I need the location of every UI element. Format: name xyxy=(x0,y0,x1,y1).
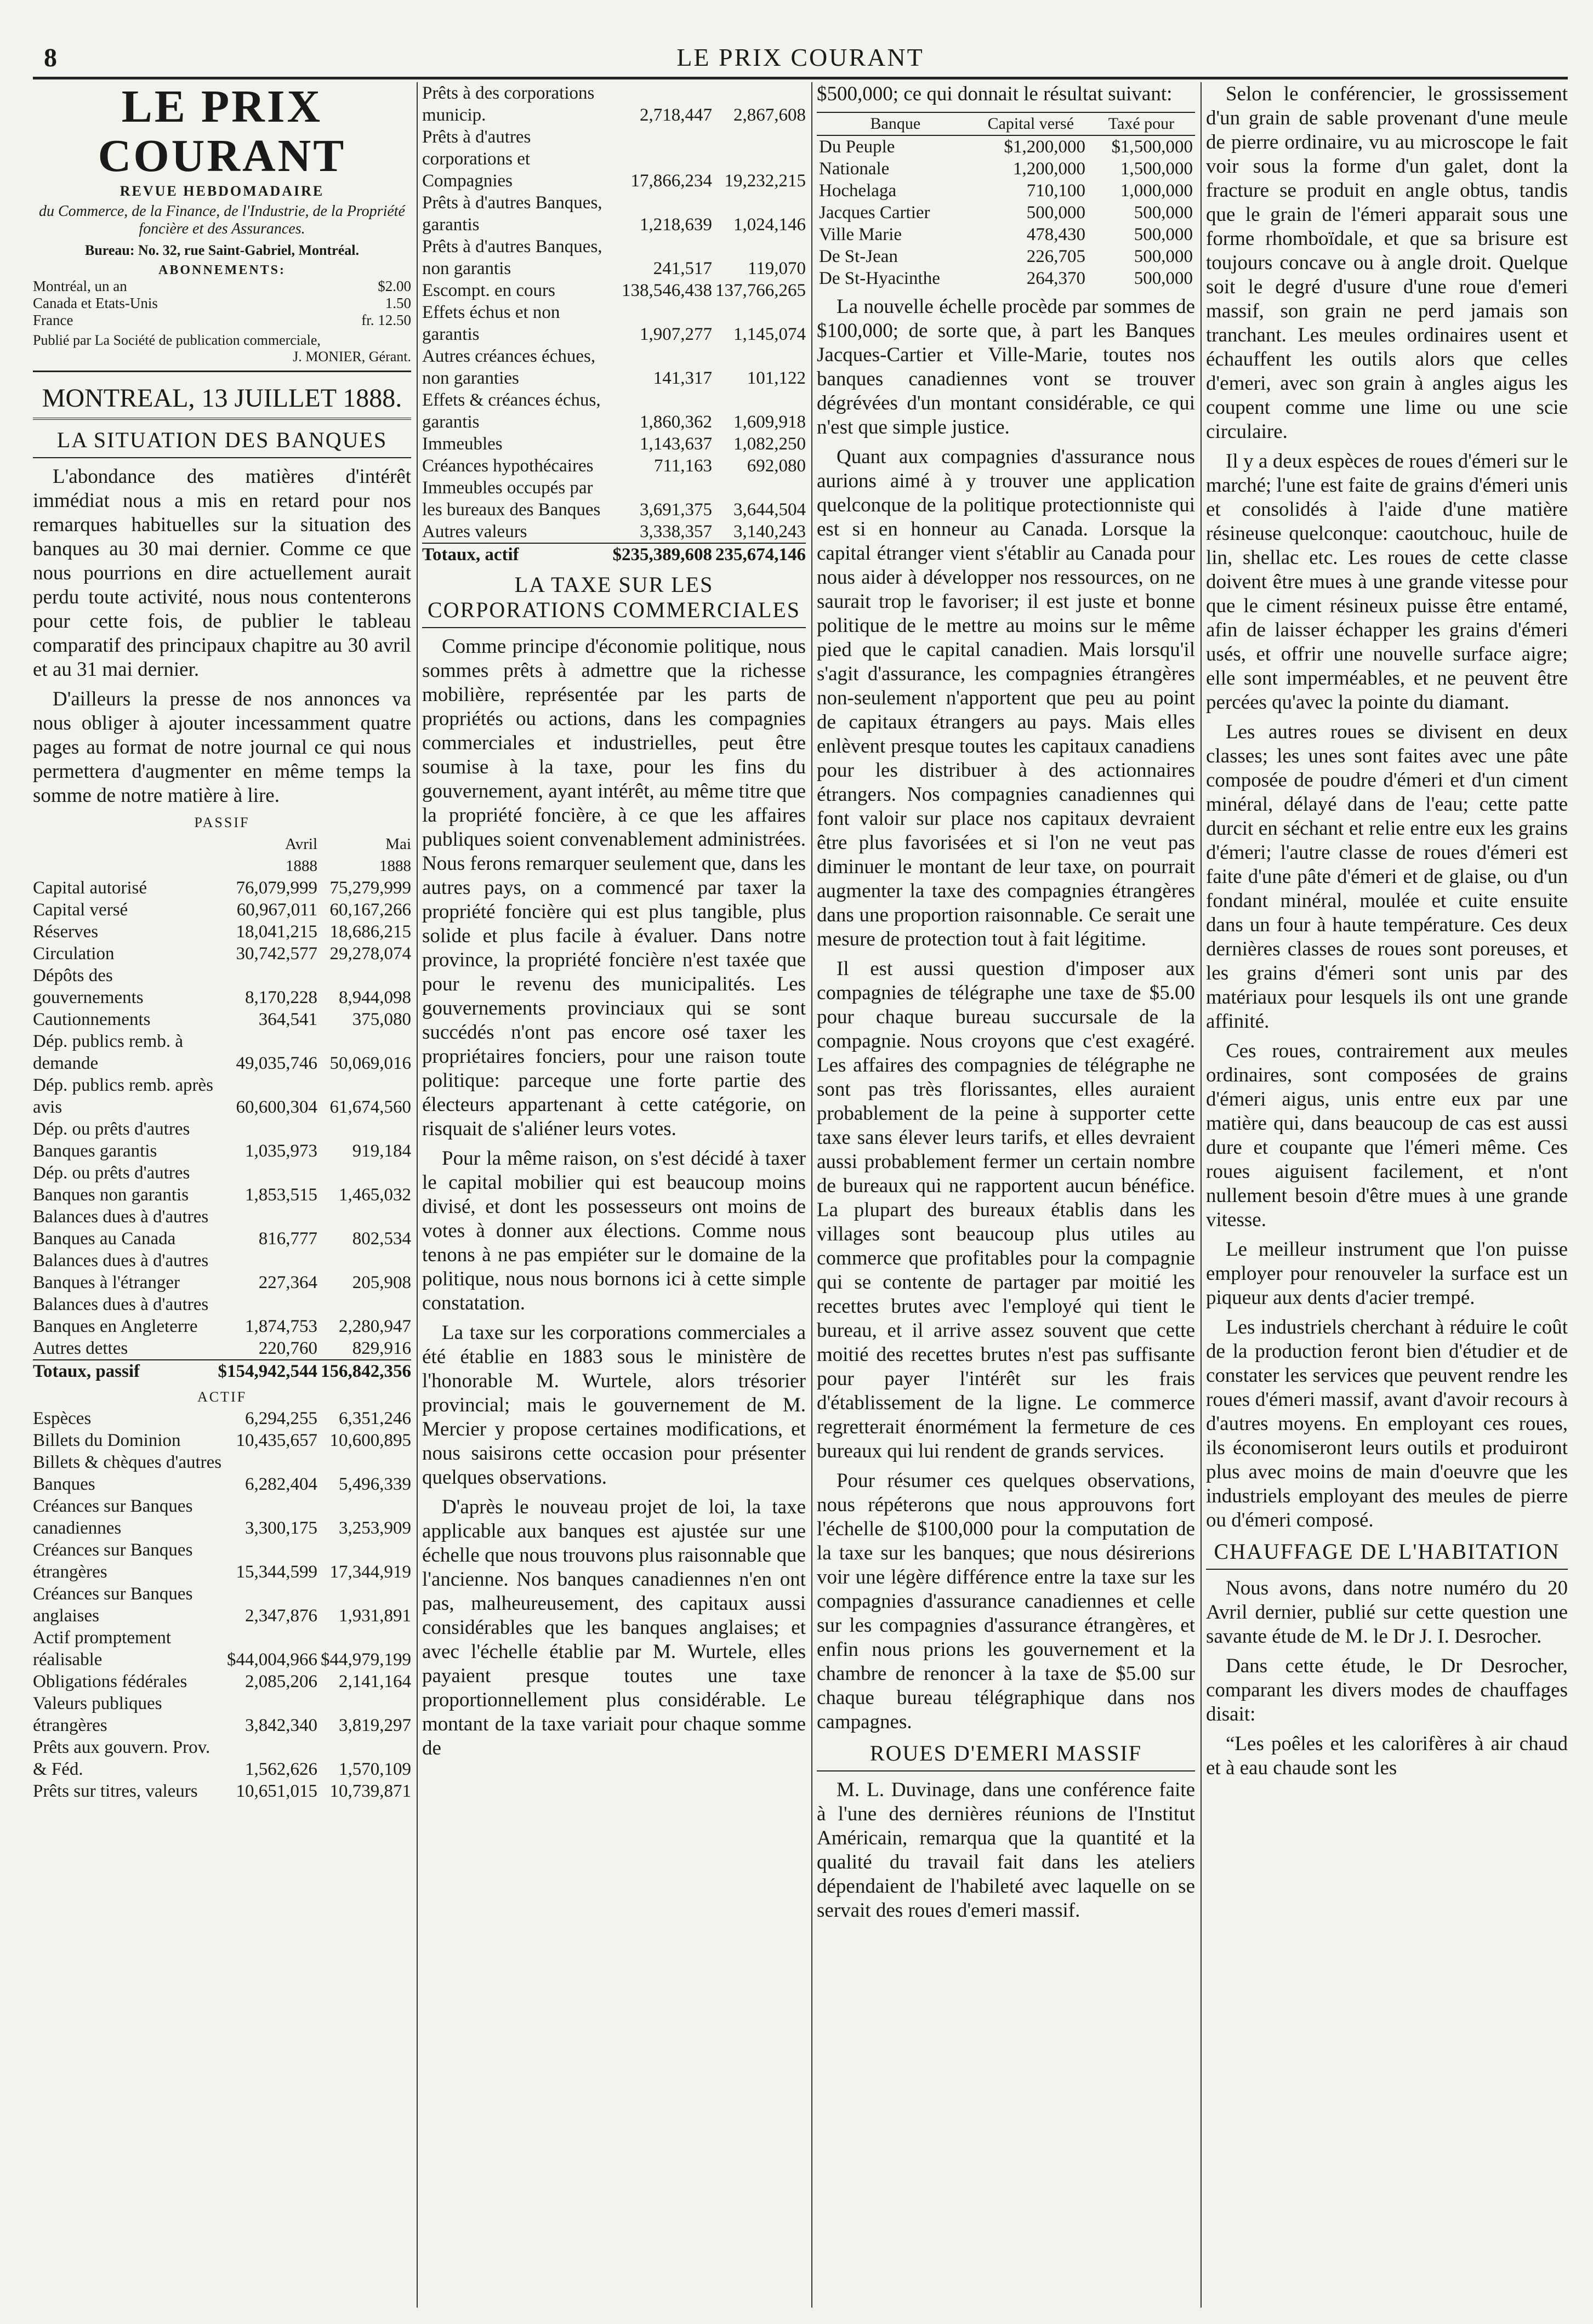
column-2 xyxy=(422,82,806,2308)
table-row xyxy=(33,1583,411,1627)
article-paragraph: D'ailleurs la presse de nos annonces va nous obliger à ajouter incessamment quatre pages au format de notre journal ce qui nous permettera d'augmenter en même temps la somme de notre matière à lire. xyxy=(33,688,411,807)
row-label: Capital versé xyxy=(33,900,128,920)
row-label: Autres dettes xyxy=(33,1338,128,1358)
table-row xyxy=(33,1250,411,1294)
table-row xyxy=(33,1408,411,1429)
article-paragraph: Pour résumer ces quelques observations, nous répéterons que nous approuvons fort l'échelle de $100,000 pour la computation de la taxe sur les banques; que nous désirerions voir une légère différence entre la taxe sur les compagnies d'assurance canadiennes et celle sur les compagnies d'assurance étrangères, et enfin nous prions les gouvernement et la chambre de renoncer à la taxe de $5.00 sur chaque bureau télégraphique dans nos campagnes. xyxy=(817,1469,1195,1733)
row-label: Balances dues à d'autres Banques à l'étranger xyxy=(33,1251,209,1292)
row-label: Dépôts des gouvernements xyxy=(33,966,144,1007)
row-value: 141,317 xyxy=(653,368,712,388)
table-row xyxy=(422,433,806,455)
table-row xyxy=(33,1009,411,1030)
row-value: 60,967,011 xyxy=(236,900,317,920)
bank-value: $1,500,000 xyxy=(1111,137,1193,157)
row-value: 5,496,339 xyxy=(339,1474,411,1494)
row-label: Prêts à d'autres corporations et Compagnies xyxy=(422,127,531,191)
bank-value: 264,370 xyxy=(1026,269,1085,288)
column-rule xyxy=(417,82,418,2308)
row-label: Créances sur Banques canadiennes xyxy=(33,1496,193,1538)
row-label: Immeubles xyxy=(422,434,503,454)
bank-value: 1,500,000 xyxy=(1120,159,1193,179)
row-value: 1,570,109 xyxy=(339,1759,411,1779)
table-header-row: 1888 1888 xyxy=(286,857,411,875)
bank-name: Ville Marie xyxy=(819,225,902,244)
row-value: 3,819,297 xyxy=(339,1716,411,1735)
row-value: 101,122 xyxy=(747,368,806,388)
article-paragraph: M. L. Duvinage, dans une conférence faite à l'une des dernières réunions de l'Institut Américain, remarqua que la quantité et la qualité du travail fait dans les ateliers dépendaient de l'habileté avec laquelle on se servait des roues d'emeri massif. xyxy=(817,1779,1195,1922)
page-number: 8 xyxy=(44,43,57,72)
row-value: 3,644,504 xyxy=(733,500,806,520)
row-value: 2,280,947 xyxy=(339,1317,411,1336)
article-paragraph: Selon le conférencier, le grossissement d'un grain de sable provenant d'une meule de pierre ordinaire, vu au microscope le fait voir sous la forme d'un galet, dont la fracture se produit en angle obtus, tandis que le grain de l'émeri apparait sous une forme rhomboïdale, et que sa brisure est toujours concave ou à angle droit. Quelque soit le degré d'usure d'une roue d'emeri massif, son grain ne perd jamais son tranchant. Les meules ordinaires usent et échauffent les outils alors que celles d'emeri, avec son grain à angles aigus les coupent comme une lime ou une scie circulaire. xyxy=(1206,83,1568,443)
row-label: Valeurs publiques étrangères xyxy=(33,1694,162,1735)
abonnements-label: ABONNEMENTS: xyxy=(158,263,286,277)
row-label: Cautionnements xyxy=(33,1010,151,1029)
article-headline: LA SITUATION DES BANQUES xyxy=(33,428,411,458)
column-rule xyxy=(811,82,812,2308)
bank-value: 710,100 xyxy=(1026,181,1085,201)
table-row xyxy=(33,1294,411,1337)
table-row xyxy=(33,1337,411,1360)
row-value: 692,080 xyxy=(747,456,806,476)
subscription-row: Canada et Etats-Unis 1.50 xyxy=(33,295,411,311)
row-value: 17,344,919 xyxy=(329,1562,411,1582)
row-value: 10,600,895 xyxy=(329,1431,411,1450)
row-label: Autres valeurs xyxy=(422,522,527,542)
table-row xyxy=(33,1736,411,1780)
row-label: Créances sur Banques anglaises xyxy=(33,1584,193,1626)
row-label: Obligations fédérales xyxy=(33,1672,187,1691)
table-row xyxy=(33,1162,411,1206)
row-value: 1,874,753 xyxy=(245,1317,317,1336)
row-value: 829,916 xyxy=(352,1338,411,1358)
article-paragraph: Comme principe d'économie politique, nous sommes prêts à admettre que la richesse mobilière, représentée par les parts de propriétés ou actions, dans les compagnies commerciales et industrielles, peut être soumise à la taxe, pour les fins du gouvernement, ayant intérêt, au même titre que la propriété foncière, à ce que les affaires publiques soient convenablement administrées. Nous ferons remarquer seulement que, dans les autres pays, on a commencé par taxer la propriété foncière qui est plus tangible, plus solide et plus facile à évaluer. Dans notre province, la propriété foncière n'est taxée que pour le revenu des municipalités. Les gouvernements provinciaux qui se sont succédés n'ont pas encore osé taxer les propriétaires fonciers, pour une raison toute politique: parceque une forte partie des électeurs appartenant à cette catégorie, on risquait de s'aliéner leurs votes. xyxy=(422,635,806,1140)
row-label: Autres créances échues, non garanties xyxy=(422,346,596,388)
row-value: 19,232,215 xyxy=(724,171,806,191)
row-value: 375,080 xyxy=(352,1010,411,1029)
article-paragraph: D'après le nouveau projet de loi, la taxe applicable aux banques est ajustée sur une échelle que nous trouvons plus raisonnable que l'ancienne. Nos banques canadiennes n'en ont pas, malheureusement, des capitaux aussi considérables que les banques anglaises; et avec l'échelle établie par M. Wurtele, elles payaient presque toutes une taxe proportionnellement plus considérable. Le montant de la taxe variait pour chaque somme de xyxy=(422,1496,806,1759)
row-value: 60,167,266 xyxy=(329,900,411,920)
row-value: 1,082,250 xyxy=(733,434,806,454)
table-row xyxy=(422,477,806,521)
bank-value: 1,000,000 xyxy=(1120,181,1193,201)
article-paragraph: Il y a deux espèces de roues d'émeri sur le marché; l'une est faite de grains d'émeri unis et consolidés à l'aide d'une matière résineuse quelconque: caoutchouc, huile de lin, shellac etc. Les roues de cette classe doivent être mues à une grande vitesse pour que le ciment résineux puisse être entamé, afin de laisser échapper les grains d'émeri usés, et offrir une nouvelle surface aigre; elle sont imperméables, et ne peuvent être percées qu'avec la pointe du diamant. xyxy=(1206,450,1568,714)
row-label: Capital autorisé xyxy=(33,878,147,898)
row-value: $44,979,199 xyxy=(321,1650,411,1670)
bank-value: 226,705 xyxy=(1026,247,1085,266)
row-value: 50,069,016 xyxy=(329,1053,411,1073)
table-header-row: Banque Capital versé Taxé pour xyxy=(817,112,1195,135)
bank-name: Du Peuple xyxy=(819,137,895,157)
bank-name: De St-Hyacinthe xyxy=(819,269,940,288)
article-paragraph: $500,000; ce qui donnait le résultat suivant: xyxy=(817,83,1173,105)
row-label: Effets échus et non garantis xyxy=(422,303,560,344)
article-paragraph: La nouvelle échelle procède par sommes de $100,000; de sorte que, à part les Banques Jacques-Cartier et Ville-Marie, toutes nos banques canadiennes vont se trouver dégrévées d'un montant considérable, ce qui n'est que simple justice. xyxy=(817,295,1195,438)
row-value: 10,651,015 xyxy=(236,1781,317,1801)
row-label: Circulation xyxy=(33,944,115,964)
row-value: 10,739,871 xyxy=(329,1781,411,1801)
row-value: 3,691,375 xyxy=(640,500,712,520)
row-value: 17,866,234 xyxy=(630,171,712,191)
table-row xyxy=(817,267,1195,289)
table-row xyxy=(817,135,1195,158)
table-row xyxy=(33,1495,411,1539)
bank-name: Jacques Cartier xyxy=(819,203,930,223)
row-value: 2,718,447 xyxy=(640,105,712,125)
row-value: 6,294,255 xyxy=(245,1409,317,1428)
row-value: 10,435,657 xyxy=(236,1431,317,1450)
row-value: 1,931,891 xyxy=(339,1606,411,1626)
table-row xyxy=(33,965,411,1009)
row-value: 138,546,438 xyxy=(622,281,712,300)
actif-table-part2 xyxy=(422,82,806,566)
bank-name: De St-Jean xyxy=(819,247,898,266)
row-value: 1,024,146 xyxy=(733,215,806,235)
row-value: 220,760 xyxy=(258,1338,317,1358)
article-paragraph: Le meilleur instrument que l'on puisse employer pour renouveler la surface est un piqueur aux dents d'acier trempé. xyxy=(1206,1238,1568,1309)
row-value: 60,600,304 xyxy=(236,1097,317,1117)
row-value: 816,777 xyxy=(258,1229,317,1249)
table-row xyxy=(33,1671,411,1693)
table-row xyxy=(422,389,806,433)
table-row xyxy=(33,1693,411,1736)
row-value: 1,562,626 xyxy=(245,1759,317,1779)
row-value: 364,541 xyxy=(258,1010,317,1029)
bank-value: 1,200,000 xyxy=(1012,159,1085,179)
article-paragraph: Nous avons, dans notre numéro du 20 Avril dernier, publié sur cette question une savante étude de M. le Dr J. I. Desrocher. xyxy=(1206,1577,1568,1648)
row-value: 6,282,404 xyxy=(245,1474,317,1494)
row-value: 1,853,515 xyxy=(245,1185,317,1205)
row-value: 227,364 xyxy=(258,1273,317,1292)
article-paragraph: Quant aux compagnies d'assurance nous aurions aimé à y trouver une application quelconque de la politique protectionniste qui est si en honneur au Canada. Lorsque la capital étranger vient s'établir au Canada pour nous aider à développer nos ressources, on ne saurait trop le favoriser; il est juste et bonne politique de le mettre au moins sur le même pied que le capital canadien. Mais lorsqu'il s'agit d'assurance, les compagnies étrangères non-seulement n'apportent que peu au point de capitaux étrangers au pays. Mais elles enlèvent presque toutes les capitaux canadiens pour les distribuer à des actionnaires étrangers. Nos compagnies canadiennes qui font valoir sur place nos capitaux devraient être plus favorisées et si l'on ne veut pas diminuer le montant de leur taxe, on pourrait augmenter la taxe des compagnies étrangères dans une proportion raisonnable. Ce serait une mesure de protection tout à fait légitime. xyxy=(817,446,1195,950)
masthead-subtitle: REVUE HEBDOMADAIRE xyxy=(120,183,325,199)
bank-value: 500,000 xyxy=(1134,225,1193,244)
masthead-name: LE PRIX COURANT xyxy=(98,82,346,181)
row-value: 3,338,357 xyxy=(640,522,712,542)
row-label: Effets & créances échus, garantis xyxy=(422,390,601,432)
row-value: 1,145,074 xyxy=(733,324,806,344)
row-label: Prêts sur titres, valeurs xyxy=(33,1781,198,1801)
table-row xyxy=(422,236,806,280)
bank-value: 478,430 xyxy=(1026,225,1085,244)
table-row xyxy=(33,1074,411,1118)
row-label: Actif promptement réalisable xyxy=(33,1628,172,1670)
page-title: LE PRIX COURANT xyxy=(676,43,924,71)
row-value: 711,163 xyxy=(653,456,712,476)
row-value: 1,218,639 xyxy=(640,215,712,235)
row-label: Prêts à des corporations municip. xyxy=(422,83,595,125)
bank-value: 500,000 xyxy=(1134,269,1193,288)
row-label: Créances hypothécaires xyxy=(422,456,594,476)
row-value: 18,041,215 xyxy=(236,922,317,942)
dateline: MONTREAL, 13 JUILLET 1888. xyxy=(33,379,411,420)
newspaper-page xyxy=(33,82,1568,2308)
passif-heading: PASSIF xyxy=(194,814,250,830)
row-value: 241,517 xyxy=(653,259,712,278)
row-label: Réserves xyxy=(33,922,99,942)
table-row xyxy=(33,943,411,965)
table-row xyxy=(33,1627,411,1671)
row-label: Balances dues à d'autres Banques en Angleterre xyxy=(33,1295,209,1336)
actif-heading: ACTIF xyxy=(197,1389,247,1405)
table-row xyxy=(422,280,806,301)
row-value: 2,085,206 xyxy=(245,1672,317,1691)
row-value: 29,278,074 xyxy=(329,944,411,964)
table-total-row: Totaux, passif $154,942,544 156,842,356 xyxy=(33,1360,411,1382)
row-label: Immeubles occupés par les bureaux des Banques xyxy=(422,478,601,520)
bank-name: Nationale xyxy=(819,159,890,179)
passif-table xyxy=(33,833,411,1382)
masthead xyxy=(33,82,411,372)
table-row xyxy=(422,521,806,543)
row-label: Dép. ou prêts d'autres Banques non garantis xyxy=(33,1163,190,1205)
bank-name: Hochelaga xyxy=(819,181,897,201)
table-row xyxy=(33,1451,411,1495)
row-value: $44,004,966 xyxy=(227,1650,317,1670)
article-headline: LA TAXE SUR LES CORPORATIONS COMMERCIALES xyxy=(422,572,806,628)
row-value: 2,867,608 xyxy=(733,105,806,125)
table-row xyxy=(422,455,806,477)
row-value: 30,742,577 xyxy=(236,944,317,964)
table-row xyxy=(817,202,1195,224)
table-row xyxy=(817,158,1195,180)
column-1 xyxy=(33,82,411,2308)
article-paragraph: Les autres roues se divisent en deux classes; les unes sont faites avec une pâte composée de poudre d'émeri et d'un ciment minéral, délayé dans de l'eau; cette patte durcit en séchant et relie entre eux les grains d'émeri; l'autre classe de roues d'émeri est faite d'une pâte d'émeri et de glaise, ou d'un fondant minéral, moulée et cuite ensuite dans un four à haute température. Ces deux dernières classes de roues sont poreuses, et les grains d'émeri sont unis par des matériaux pour lesquels ils ont une grande affinité. xyxy=(1206,721,1568,1033)
row-label: Dép. publics remb. après avis xyxy=(33,1075,213,1117)
row-value: 49,035,746 xyxy=(236,1053,317,1073)
table-row xyxy=(422,345,806,389)
row-label: Billets du Dominion xyxy=(33,1431,181,1450)
bank-value: 500,000 xyxy=(1134,203,1193,223)
row-value: 3,253,909 xyxy=(339,1518,411,1538)
row-label: Créances sur Banques étrangères xyxy=(33,1540,193,1582)
actif-table-part1 xyxy=(33,1408,411,1802)
row-value: 1,143,637 xyxy=(640,434,712,454)
row-label: Dép. ou prêts d'autres Banques garantis xyxy=(33,1119,190,1161)
row-label: Prêts aux gouvern. Prov. & Féd. xyxy=(33,1738,210,1779)
table-row xyxy=(33,877,411,899)
row-value: 3,140,243 xyxy=(733,522,806,542)
row-value: 3,842,340 xyxy=(245,1716,317,1735)
article-paragraph: Pour la même raison, on s'est décidé à taxer le capital mobilier qui est beaucoup moins divisé, et dont les possesseurs ont moins de votes à donner aux élections. Comme nous tenons à ne pas empiéter sur le domaine de la politique, nous nous bornons ici à cette simple constatation. xyxy=(422,1147,806,1314)
table-row xyxy=(33,1118,411,1162)
row-value: 2,347,876 xyxy=(245,1606,317,1626)
page-header xyxy=(33,38,1568,79)
row-value: 1,609,918 xyxy=(733,412,806,432)
article-paragraph: La taxe sur les corporations commerciales a été établie en 1883 sous le ministère de l'honorable M. Wurtele, alors trésorier provincial; mais le gouvernement de M. Mercier y propose certaines modifications, et nous saisirons cette occasion pour présenter quelques observations. xyxy=(422,1322,806,1489)
table-row xyxy=(817,224,1195,246)
column-4 xyxy=(1206,82,1568,2308)
row-label: Balances dues à d'autres Banques au Canada xyxy=(33,1207,209,1249)
row-value: 205,908 xyxy=(352,1273,411,1292)
row-value: 76,079,999 xyxy=(236,878,317,898)
masthead-description: du Commerce, de la Finance, de l'Industrie, de la Propriété foncière et des Assurances. xyxy=(39,203,405,237)
table-row xyxy=(33,921,411,943)
row-label: Prêts à d'autres Banques, garantis xyxy=(422,193,602,235)
row-value: 119,070 xyxy=(747,259,806,278)
row-value: 8,170,228 xyxy=(245,988,317,1007)
row-value: 137,766,265 xyxy=(715,281,806,300)
row-value: 15,344,599 xyxy=(236,1562,317,1582)
row-value: 8,944,098 xyxy=(339,988,411,1007)
row-value: 2,141,164 xyxy=(339,1672,411,1691)
article-paragraph: Dans cette étude, le Dr Desrocher, comparant les divers modes de chauffages disait: xyxy=(1206,1655,1568,1725)
row-label: Billets & chèques d'autres Banques xyxy=(33,1453,222,1494)
row-label: Prêts à d'autres Banques, non garantis xyxy=(422,237,602,278)
table-row xyxy=(422,126,806,192)
row-value: 18,686,215 xyxy=(329,922,411,942)
manager: J. MONIER, Gérant. xyxy=(293,349,411,364)
subscription-row: France fr. 12.50 xyxy=(33,312,411,328)
article-paragraph: Il est aussi question d'imposer aux compagnies de télégraphe une taxe de $5.00 pour chaque bureau succursale de la compagnie. Nous croyons que c'est exagéré. Les affaires des compagnies de télégraphe ne sont pas très florissantes, elles auraient probablement de la peine à supporter cette taxe sans élever leurs tarifs, et elles devraient aussi probablement fermer un certain nombre de bureaux qui ne rapportent aucun bénéfice. La plupart des bureaux établis dans les villages sont beaucoup plus utiles au commerce que profitables pour la compagnie qui se contente de partager par moitié les recettes brutes avec l'employé qui tient le bureau, et il arrive assez souvent que cette moitié des recettes brutes n'est pas suffisante pour payer l'intérêt sur les frais d'établissement de la ligne. Le commerce regretterait énormément la fermeture de ces bureaux qui lui rendent de grands services. xyxy=(817,958,1195,1462)
article-headline: CHAUFFAGE DE L'HABITATION xyxy=(1206,1539,1568,1570)
publisher: Publié par La Société de publication commerciale, xyxy=(33,332,321,348)
table-row xyxy=(422,301,806,345)
table-row xyxy=(33,1539,411,1583)
table-total-row: Totaux, actif $235,389,608 235,674,146 xyxy=(422,543,806,566)
bank-value: 500,000 xyxy=(1134,247,1193,266)
table-row xyxy=(33,899,411,921)
article-headline: ROUES D'EMERI MASSIF xyxy=(817,1741,1195,1772)
table-row xyxy=(422,192,806,236)
article-paragraph: Ces roues, contrairement aux meules ordinaires, sont composées de grains d'émeri aigus, unis entre eux par une matière qui, dans beaucoup de cas est aussi dure et coupante que l'émeri même. Ces roues aiguisent facilement, et n'ont nullement besoin d'être mues à une grande vitesse. xyxy=(1206,1040,1568,1231)
table-row xyxy=(33,1429,411,1451)
row-value: 1,035,973 xyxy=(245,1141,317,1161)
row-value: 1,860,362 xyxy=(640,412,712,432)
table-row xyxy=(422,82,806,126)
table-row xyxy=(817,246,1195,267)
row-value: 61,674,560 xyxy=(329,1097,411,1117)
table-header-row: Avril Mai xyxy=(285,835,411,853)
row-label: Espèces xyxy=(33,1409,92,1428)
row-value: 1,465,032 xyxy=(339,1185,411,1205)
row-value: 75,279,999 xyxy=(329,878,411,898)
subscription-row: Montréal, un an $2.00 xyxy=(33,278,411,294)
row-value: 3,300,175 xyxy=(245,1518,317,1538)
article-paragraph: Les industriels cherchant à réduire le coût de la production feront bien d'étudier et de constater les services que peuvent rendre les roues d'émeri massif, avant d'avoir recours à d'autres moyens. En employant ces roues, ils économiseront leurs outils et produiront plus avec moins de main d'oeuvre que les industriels employant des meules de pierre ou d'émeri composé. xyxy=(1206,1316,1568,1531)
masthead-address: Bureau: No. 32, rue Saint-Gabriel, Montréal. xyxy=(85,242,359,258)
row-value: 802,534 xyxy=(352,1229,411,1249)
column-3 xyxy=(817,82,1195,2308)
row-value: 919,184 xyxy=(352,1141,411,1161)
article-paragraph: “Les poêles et les calorifères à air chaud et à eau chaude sont les xyxy=(1206,1733,1568,1779)
bank-tax-table xyxy=(817,112,1195,289)
table-row xyxy=(33,1206,411,1250)
bank-value: $1,200,000 xyxy=(1004,137,1085,157)
row-label: Escompt. en cours xyxy=(422,281,555,300)
row-value: 1,907,277 xyxy=(640,324,712,344)
table-row xyxy=(33,1780,411,1802)
table-row xyxy=(817,180,1195,202)
row-label: Dép. publics remb. à demande xyxy=(33,1032,184,1073)
column-rule xyxy=(1201,82,1202,2308)
article-paragraph: L'abondance des matières d'intérêt immédiat nous a mis en retard pour nos remarques habituelles sur la situation des banques au 30 mai dernier. Comme ce que nous pourrions en dire actuellement aurait perdu toute activité, nous nous contenterons pour cette fois, de publier le tableau comparatif des principaux chapitre au 30 avril et au 31 mai dernier. xyxy=(33,465,411,681)
table-row xyxy=(33,1030,411,1074)
row-value: 6,351,246 xyxy=(339,1409,411,1428)
bank-value: 500,000 xyxy=(1026,203,1085,223)
